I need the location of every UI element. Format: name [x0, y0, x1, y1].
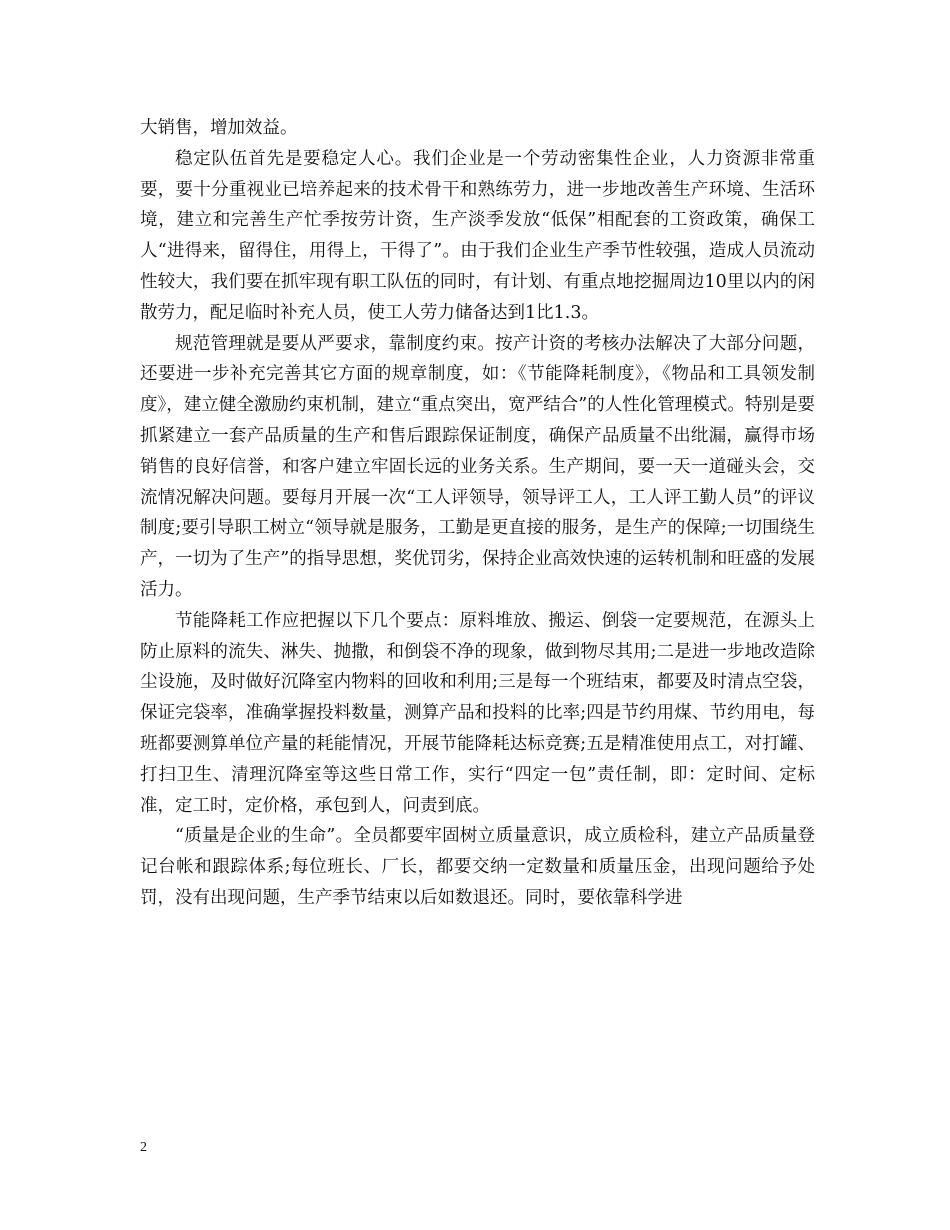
- paragraph-4: 节能降耗工作应把握以下几个要点：原料堆放、搬运、倒袋一定要规范，在源头上防止原料的流失、淋失、抛撒，和倒袋不净的现象，做到物尽其用;二是进一步地改造除尘设施，及时做好沉降室内物料的回收和利用;三是每一个班结束，都要及时清点空袋，保证完袋率，准确掌握投料数量，测算产品和投料的比率;四是节约用煤、节约用电，每班都要测算单位产量的耗能情况，开展节能降耗达标竞赛;五是精准使用点工，对打罐、打扫卫生、清理沉降室等这些日常工作，实行“四定一包”责任制，即：定时间、定标准，定工时，定价格，承包到人，问责到底。: [140, 610, 815, 816]
- paragraph-5: “质量是企业的生命”。全员都要牢固树立质量意识，成立质检科，建立产品质量登记台帐和跟踪体系;每位班长、厂长，都要交纳一定数量和质量压金，出现问题给予处罚，没有出现问题，生产季节结束以后如数退还。同时，要依靠科学进: [140, 826, 815, 908]
- paragraph-2: 稳定队伍首先是要稳定人心。我们企业是一个劳动密集性企业，人力资源非常重要，要十分重视业已培养起来的技术骨干和熟练劳力，进一步地改善生产环境、生活环境，建立和完善生产忙季按劳计资，生产淡季发放“低保”相配套的工资政策，确保工人“进得来，留得住，用得上，干得了”。由于我们企业生产季节性较强，造成人员流动性较大，我们要在抓牢现有职工队伍的同时，有计划、有重点地挖掘周边10里以内的闲散劳力，配足临时补充人员，使工人劳力储备达到1比1.3。: [140, 148, 815, 323]
- paragraph-1: 大销售，增加效益。: [140, 118, 298, 138]
- document-body: [140, 113, 815, 914]
- paragraph-3: 规范管理就是要从严要求，靠制度约束。按产计资的考核办法解决了大部分问题，还要进一步补充完善其它方面的规章制度，如：《节能降耗制度》，《物品和工具领发制度》，建立健全激励约束机制，建立“重点突出，宽严结合”的人性化管理模式。特别是要抓紧建立一套产品质量的生产和售后跟踪保证制度，确保产品质量不出纰漏，赢得市场销售的良好信誉，和客户建立牢固长远的业务关系。生产期间，要一天一道碰头会，交流情况解决问题。要每月开展一次“工人评领导，领导评工人，工人评工勤人员”的评议制度;要引导职工树立“领导就是服务，工勤是更直接的服务，是生产的保障;一切围绕生产，一切为了生产”的指导思想，奖优罚劣，保持企业高效快速的运转机制和旺盛的发展活力。: [140, 333, 815, 600]
- page-number: 2: [140, 1140, 147, 1155]
